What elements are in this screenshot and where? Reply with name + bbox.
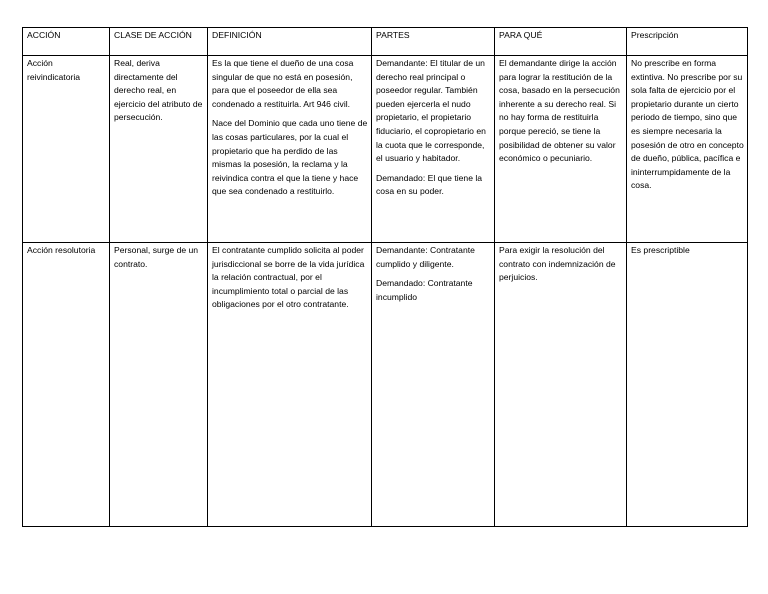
- table-row: [23, 56, 748, 243]
- cell-clase: Personal, surge de un contrato.: [110, 243, 208, 527]
- header-definicion: DEFINICIÓN: [208, 28, 372, 56]
- cell-partes: [372, 56, 495, 243]
- header-accion: ACCIÓN: [23, 28, 110, 56]
- header-partes: PARTES: [372, 28, 495, 56]
- table-row: [23, 243, 748, 527]
- definicion-paragraph: Es la que tiene el dueño de una cosa singular de que no está en posesión, para que el poseedor de ella sea condenado a restituirla. Art 946 civil.: [212, 58, 354, 109]
- header-prescripcion: Prescripción: [627, 28, 748, 56]
- cell-definicion: [208, 243, 372, 527]
- cell-partes: [372, 243, 495, 527]
- cell-accion: Acción reivindicatoria: [23, 56, 110, 243]
- partes-demandado: Demandado: Contratante incumplido: [376, 278, 473, 302]
- header-row: [23, 28, 748, 56]
- header-clase-de-accion: CLASE DE ACCIÓN: [110, 28, 208, 56]
- partes-demandante: Demandante: Contratante cumplido y diligente.: [376, 245, 475, 269]
- cell-clase: Real, deriva directamente del derecho real, en ejercicio del atributo de persecución.: [110, 56, 208, 243]
- partes-demandante: Demandante: El titular de un derecho real principal o poseedor regular. También pueden ejercerla el nudo propietario, el propietario fiduciario, el copropietario en la cuota que le corresponde, el usuario y habitador.: [376, 58, 486, 164]
- cell-prescripcion: No prescribe en forma extintiva. No prescribe por su sola falta de ejercicio por el propietario durante un cierto periodo de tiempo, sino que es siempre necesaria la posesión de otro en concepto de dueño, pública, pacífica e ininterrumpidamente de la cosa.: [627, 56, 748, 243]
- cell-para-que: Para exigir la resolución del contrato con indemnización de perjuicios.: [495, 243, 627, 527]
- definicion-paragraph: El contratante cumplido solicita al poder jurisdiccional se borre de la vida jurídica la relación contractual, por el incumplimiento total o parcial de las obligaciones por el otro contratante.: [212, 245, 365, 310]
- definicion-paragraph: Nace del Dominio que cada uno tiene de las cosas particulares, por la cual el propietario que ha perdido de las mismas la posesión, la reclama y la reivindica contra el que la tiene y hace que sea condenado a restituirlo.: [212, 118, 368, 197]
- cell-prescripcion: Es prescriptible: [627, 243, 748, 527]
- cell-accion: Acción resolutoria: [23, 243, 110, 527]
- header-para-que: PARA QUÉ: [495, 28, 627, 56]
- cell-para-que: El demandante dirige la acción para lograr la restitución de la cosa, basado en la persecución inherente a su derecho real. Si no hay forma de restituirla porque pereció, se tiene la posibilidad de obtener su valor económico o pecuniario.: [495, 56, 627, 243]
- comparison-table: [22, 27, 748, 527]
- cell-definicion: [208, 56, 372, 243]
- partes-demandado: Demandado: El que tiene la cosa en su poder.: [376, 172, 483, 197]
